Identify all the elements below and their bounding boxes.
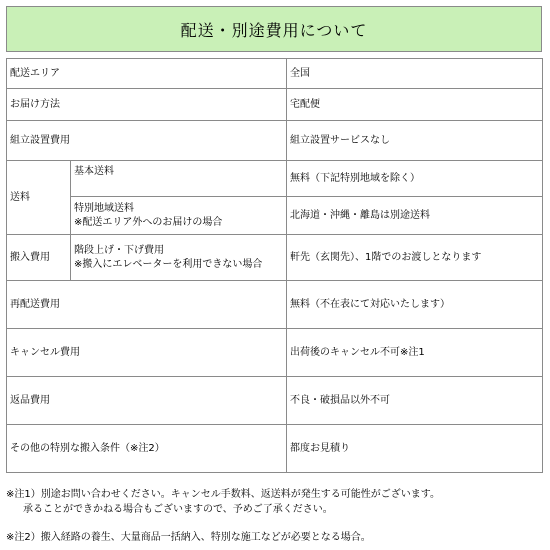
table-row (7, 329, 543, 377)
row-value: 組立設置サービスなし (287, 121, 543, 161)
row-value: 北海道・沖縄・離島は別途送料 (287, 197, 543, 235)
table-row (7, 161, 543, 197)
footnote-1: ※注1）別途お問い合わせください。キャンセル手数料、返送料が発生する可能性がございます。 (6, 489, 440, 500)
row-label: 配送エリア (7, 59, 287, 89)
table-row (7, 281, 543, 329)
row-label: 返品費用 (7, 377, 287, 425)
row-value: 不良・破損品以外不可 (287, 377, 543, 425)
row-value: 軒先（玄関先）、1階でのお渡しとなります (287, 235, 543, 281)
row-label: 搬入費用 (7, 235, 71, 281)
title-banner (6, 6, 542, 52)
row-sublabel: 基本送料 (71, 161, 287, 197)
row-label: 送料 (7, 161, 71, 235)
row-label: キャンセル費用 (7, 329, 287, 377)
shipping-fee-table (6, 58, 543, 473)
footnote-1-continued: 承ることができかねる場合もございますので、予めご了承ください。 (23, 504, 333, 515)
row-label: お届け方法 (7, 89, 287, 121)
spacer (6, 517, 546, 530)
table-row (7, 377, 543, 425)
table-row (7, 425, 543, 473)
table-row (7, 89, 543, 121)
footnotes (6, 487, 546, 545)
row-value: 全国 (287, 59, 543, 89)
row-value: 出荷後のキャンセル不可※注1 (287, 329, 543, 377)
row-label: 組立設置費用 (7, 121, 287, 161)
row-value: 無料（下記特別地域を除く） (287, 161, 543, 197)
table-row (7, 121, 543, 161)
footnote-2: ※注2）搬入経路の養生、大量商品一括納入、特別な施工などが必要となる場合。 (6, 532, 371, 543)
row-label: 再配送費用 (7, 281, 287, 329)
row-sublabel: 特別地域送料 ※配送エリア外へのお届けの場合 (71, 197, 287, 235)
row-value: 無料（不在表にて対応いたします） (287, 281, 543, 329)
table-row (7, 59, 543, 89)
table-row (7, 197, 543, 235)
row-label: その他の特別な搬入条件（※注2） (7, 425, 287, 473)
row-sublabel: 階段上げ・下げ費用 ※搬入にエレベーターを利用できない場合 (71, 235, 287, 281)
row-value: 宅配便 (287, 89, 543, 121)
table-row (7, 235, 543, 281)
row-value: 都度お見積り (287, 425, 543, 473)
page-title: 配送・別途費用について (180, 20, 368, 40)
